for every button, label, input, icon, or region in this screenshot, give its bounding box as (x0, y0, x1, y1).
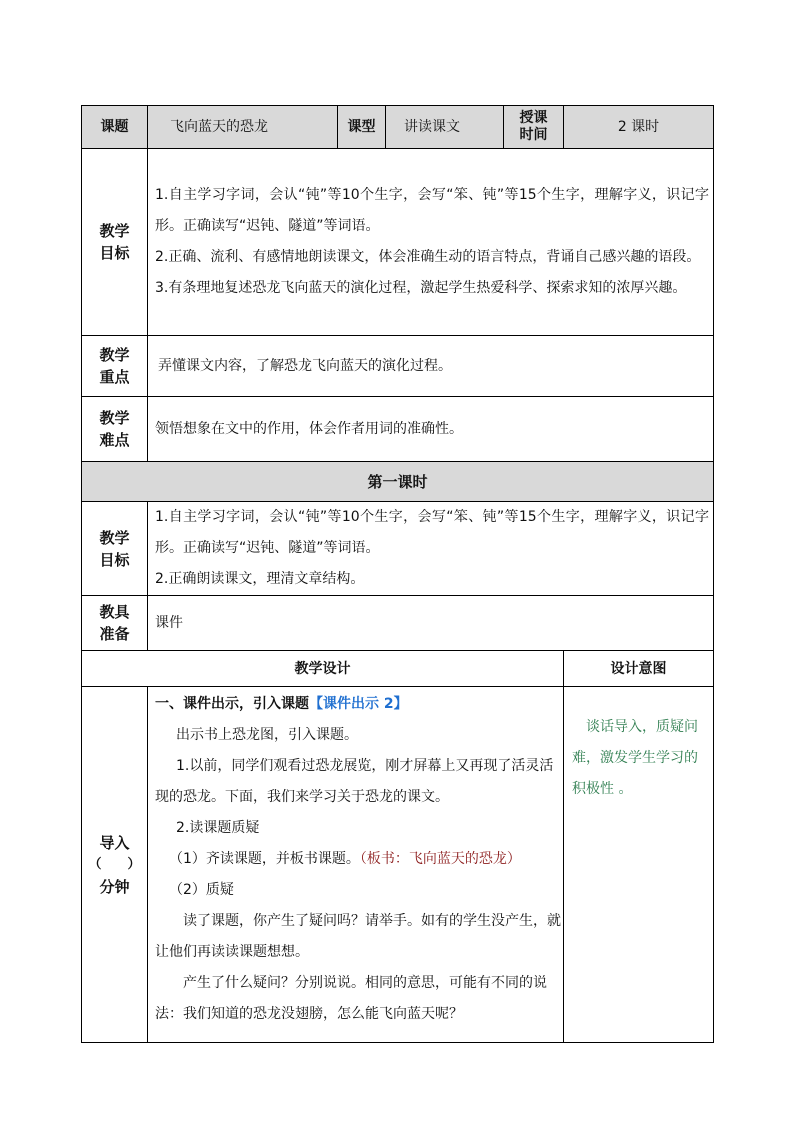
design-header-right: 设计意图 (564, 651, 714, 687)
difficulty-text: 领悟想象在文中的作用，体会作者用词的准确性。 (148, 397, 714, 462)
first-lesson-goals-content (148, 502, 714, 596)
difficulty-label-line-2: 难点 (99, 431, 130, 449)
first-lesson-row (82, 462, 714, 502)
first-lesson-goals-label (82, 502, 148, 596)
difficulty-row (82, 397, 714, 462)
tools-label (82, 596, 148, 651)
intro-line: 出示书上恐龙图，引入课题。 (176, 727, 358, 743)
intro-line: （1）齐读课题，并板书课题。 (169, 851, 360, 867)
focus-text: 弄懂课文内容，了解恐龙飞向蓝天的演化过程。 (148, 336, 714, 397)
first-lesson-goals-row (82, 502, 714, 596)
goal-item: 1.自主学习字词，会认“钝”等10个生字，会写“笨、钝”等15个生字，理解字义，识记字形。正确读写“迟钝、隧道”等词语。 (155, 187, 710, 234)
intro-label-line-2: （ ） (88, 856, 141, 872)
time-label-line-1: 授课 (519, 110, 548, 126)
lesson-title: 飞向蓝天的恐龙 (148, 106, 338, 149)
focus-label-line-2: 重点 (99, 368, 130, 386)
intro-label-line-3: 分钟 (99, 877, 130, 896)
intro-label (82, 687, 148, 1043)
intro-heading-tag: 【课件出示 2】 (309, 696, 408, 712)
time-label (504, 106, 564, 149)
goals-label (82, 149, 148, 336)
goals-content (148, 149, 714, 336)
type-value: 讲读课文 (386, 106, 504, 149)
first-lesson-title: 第一课时 (82, 462, 714, 502)
tools-label-line-1: 教具 (99, 603, 130, 621)
tools-row (82, 596, 714, 651)
time-label-line-2: 时间 (519, 127, 548, 143)
first-goal-item: 2.正确朗读课文，理清文章结构。 (155, 571, 365, 587)
intro-line: 产生了什么疑问？分别说说。相同的意思，可能有不同的说法：我们知道的恐龙没翅膀，怎么能飞向蓝天呢？ (155, 975, 547, 1022)
intro-heading: 一、课件出示，引入课题 (155, 696, 309, 712)
intro-intent-cell (564, 687, 714, 1043)
intro-row (82, 687, 714, 1043)
goals-row (82, 149, 714, 336)
intro-label-line-1: 导入 (99, 833, 130, 852)
difficulty-label-line-1: 教学 (99, 409, 130, 427)
goal-item: 3.有条理地复述恐龙飞向蓝天的演化过程，激起学生热爱科学、探索求知的浓厚兴趣。 (155, 280, 687, 296)
focus-label (82, 336, 148, 397)
tools-label-line-2: 准备 (99, 625, 130, 643)
goal-item: 2.正确、流利、有感情地朗读课文，体会准确生动的语言特点，背诵自己感兴趣的语段。 (155, 249, 701, 265)
intro-content (148, 687, 564, 1043)
difficulty-label (82, 397, 148, 462)
header-row (82, 106, 714, 149)
intro-line: 1.以前，同学们观看过恐龙展览，刚才屏幕上又再现了活灵活现的恐龙。下面，我们来学习关于恐龙的课文。 (155, 758, 554, 805)
intro-line: （2）质疑 (169, 882, 234, 898)
focus-label-line-1: 教学 (99, 346, 130, 364)
intro-line: 读了课题，你产生了疑问吗？请举手。如有的学生没产生，就让他们再读读课题想想。 (155, 913, 561, 960)
time-value: 2 课时 (564, 106, 714, 149)
first-goal-item: 1.自主学习字词，会认“钝”等10个生字，会写“笨、钝”等15个生字，理解字义，识记字形。正确读写“迟钝、隧道”等词语。 (155, 509, 710, 556)
focus-row (82, 336, 714, 397)
intro-board-note: （板书：飞向蓝天的恐龙） (359, 851, 521, 867)
lesson-plan-page (81, 105, 713, 1043)
design-header-row (82, 651, 714, 687)
lesson-label: 课题 (82, 106, 148, 149)
design-header-left: 教学设计 (82, 651, 564, 687)
type-label: 课型 (338, 106, 386, 149)
first-goals-label-line-1: 教学 (99, 528, 130, 547)
intro-line: 2.读课题质疑 (176, 820, 260, 836)
goals-label-line-2: 目标 (99, 244, 130, 262)
tools-text: 课件 (148, 596, 714, 651)
goals-label-line-1: 教学 (99, 222, 130, 240)
lesson-plan-table (81, 105, 714, 1043)
first-goals-label-line-2: 目标 (99, 550, 130, 569)
intro-intent: 谈话导入，质疑问难，激发学生学习的积极性 。 (572, 719, 698, 797)
